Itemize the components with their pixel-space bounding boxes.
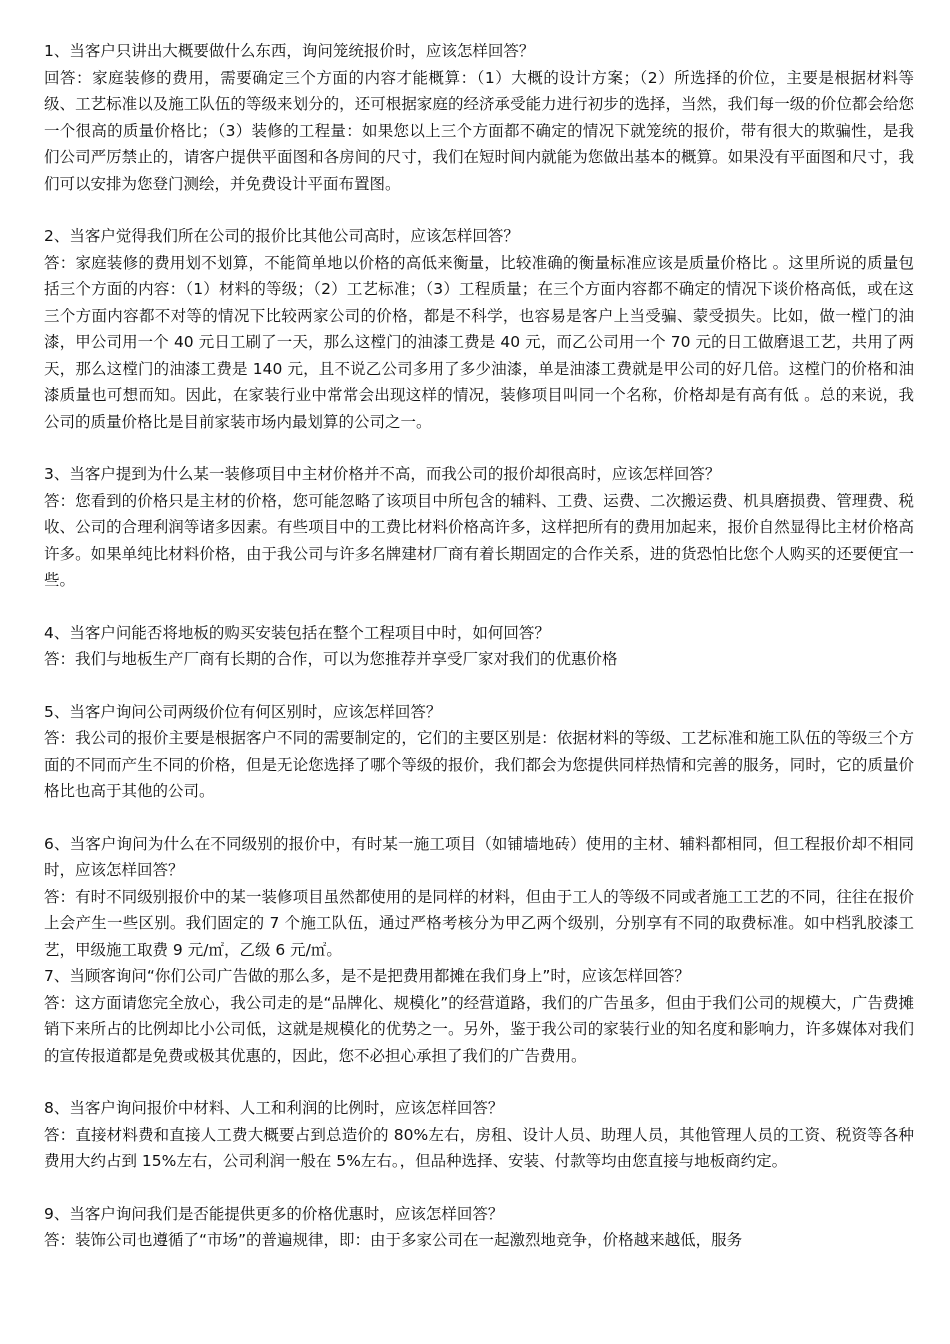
answer-7: 答：这方面请您完全放心，我公司走的是“品牌化、规模化”的经营道路，我们的广告虽多，但由于我们公司的规模大，广告费摊销下来所占的比例却比小公司低，这就是规模化的优势之一。另外，鉴于我公司的家装行业的知名度和影响力，许多媒体对我们的宣传报道都是免费或极其优惠的，因此，您不必担心承担了我们的广告费用。 — [44, 993, 914, 1065]
qa-item-4 — [44, 620, 914, 673]
answer-3: 答：您看到的价格只是主材的价格，您可能忽略了该项目中所包含的辅料、工费、运费、二次搬运费、机具磨损费、管理费、税收、公司的合理利润等诸多因素。有些项目中的工费比材料价格高许多，这样把所有的费用加起来，报价自然显得比主材价格高许多。如果单纯比材料价格，由于我公司与许多名牌建材厂商有着长期固定的合作关系，进的货恐怕比您个人购买的还要便宜一些。 — [44, 491, 914, 589]
question-4: 4、当客户问能否将地板的购买安装包括在整个工程项目中时，如何回答？ — [44, 623, 550, 642]
question-6: 6、当客户询问为什么在不同级别的报价中，有时某一施工项目（如铺墙地砖）使用的主材、辅料都相同，但工程报价却不相同时，应该怎样回答？ — [44, 834, 914, 879]
qa-item-5 — [44, 699, 914, 805]
qa-item-1 — [44, 38, 914, 197]
question-2: 2、当客户觉得我们所在公司的报价比其他公司高时，应该怎样回答？ — [44, 227, 519, 245]
answer-9: 答：装饰公司也遵循了“市场”的普遍规律，即：由于多家公司在一起激烈地竞争，价格越来越低，服务 — [44, 1231, 743, 1249]
qa-item-9 — [44, 1201, 914, 1254]
answer-4: 答：我们与地板生产厂商有长期的合作，可以为您推荐并享受厂家对我们的优惠价格 — [44, 650, 618, 668]
question-9: 9、当客户询问我们是否能提供更多的价格优惠时，应该怎样回答？ — [44, 1204, 504, 1223]
paragraph-gap — [44, 435, 914, 461]
answer-1: 回答：家庭装修的费用，需要确定三个方面的内容才能概算：（1）大概的设计方案；（2）所选择的价位，主要是根据材料等级、工艺标准以及施工队伍的等级来划分的，还可根据家庭的经济承受能力进行初步的选择，当然，我们每一级的价位都会给您一个很高的质量价格比；（3）装修的工程量：如果您以上三个方面都不确定的情况下就笼统的报价，带有很大的欺骗性，是我们公司严厉禁止的，请客户提供平面图和各房间的尺寸，我们在短时间内就能为您做出基本的概算。如果没有平面图和尺寸，我们可以安排为您登门测绘，并免费设计平面布置图。 — [44, 68, 914, 193]
question-3: 3、当客户提到为什么某一装修项目中主材价格并不高，而我公司的报价却很高时，应该怎样回答？ — [44, 465, 721, 483]
qa-item-7 — [44, 963, 914, 1069]
qa-item-2 — [44, 223, 914, 435]
paragraph-gap — [44, 1069, 914, 1095]
answer-5: 答：我公司的报价主要是根据客户不同的需要制定的，它们的主要区别是：依据材料的等级、工艺标准和施工队伍的等级三个方面的不同而产生不同的价格，但是无论您选择了哪个等级的报价，我们都会为您提供同样热情和完善的服务，同时，它的质量价格比也高于其他的公司。 — [44, 729, 914, 800]
paragraph-gap — [44, 805, 914, 831]
question-7: 7、当顾客询问“你们公司广告做的那么多，是不是把费用都摊在我们身上”时，应该怎样回答？ — [44, 967, 690, 985]
qa-item-3 — [44, 461, 914, 594]
qa-item-6 — [44, 831, 914, 964]
answer-8: 答：直接材料费和直接人工费大概要占到总造价的 80%左右，房租、设计人员、助理人员，其他管理人员的工资、税资等各种费用大约占到 15%左右，公司利润一般在 5%左右。，但品种选择、安装、付款等均由您直接与地板商约定。 — [44, 1125, 914, 1170]
paragraph-gap — [44, 673, 914, 699]
question-5: 5、当客户询问公司两级价位有何区别时，应该怎样回答？ — [44, 702, 442, 721]
answer-6: 答：有时不同级别报价中的某一装修项目虽然都使用的是同样的材料，但由于工人的等级不同或者施工工艺的不同，往往在报价上会产生一些区别。我们固定的 7 个施工队伍，通过严格考核分为甲乙两个级别，分别享有不同的取费标准。如中档乳胶漆工艺，甲级施工取费 9 元/㎡，乙级 6 元/㎡。 — [44, 887, 914, 959]
paragraph-gap — [44, 594, 914, 620]
paragraph-gap — [44, 197, 914, 223]
paragraph-gap — [44, 1175, 914, 1201]
qa-item-8 — [44, 1095, 914, 1175]
answer-2: 答：家庭装修的费用划不划算，不能简单地以价格的高低来衡量，比较准确的衡量标准应该是质量价格比 。这里所说的质量包括三个方面的内容：（1）材料的等级；（2）工艺标准；（3）工程质量；在三个方面内容都不确定的情况下谈价格高低，或在这三个方面内容都不对等的情况下比较两家公司的价格，都是不科学，也容易是客户上当受骗、蒙受损失。比如，做一樘门的油漆，甲公司用一个 40 元日工刷了一天，那么这樘门的油漆工费是 40 元，而乙公司用一个 70 元的日工做磨退工艺，共用了两天，那么这樘门的油漆工费是 140 元，且不说乙公司多用了多少油漆，单是油漆工费就是甲公司的好几倍。这樘门的价格和油漆质量也可想而知。因此，在家装行业中常常会出现这样的情况，装修项目叫同一个名称，价格却是有高有低 。总的来说，我公司的质量价格比是目前家装市场内最划算的公司之一。 — [44, 253, 914, 431]
document-page — [44, 38, 914, 1254]
question-8: 8、当客户询问报价中材料、人工和利润的比例时，应该怎样回答？ — [44, 1099, 504, 1117]
question-1: 1、当客户只讲出大概要做什么东西，询问笼统报价时，应该怎样回答？ — [44, 42, 535, 60]
